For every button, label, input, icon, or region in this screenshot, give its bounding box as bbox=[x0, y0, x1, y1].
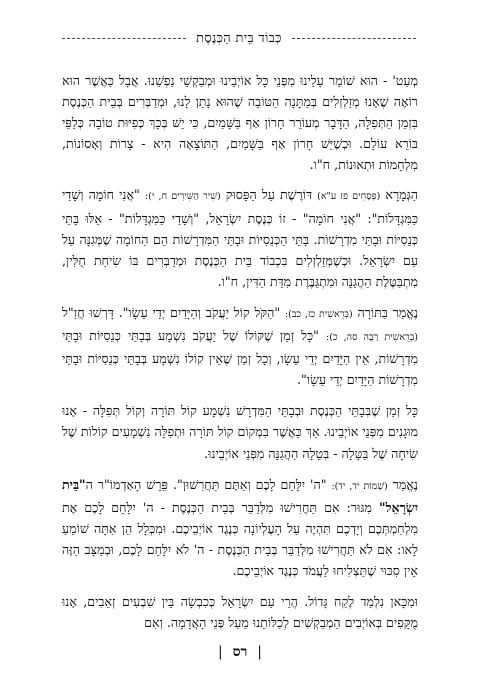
paragraph bbox=[62, 184, 418, 291]
paragraph-text: מְעַט' - הוּא שׁוֹמֵר עָלֵינוּ מִפְּנֵי כָּל אוֹיְבֵינוּ וּמְבַקְשֵׁי נַפְשֵׁנוּ. אֲבָל כַּאֲשֶׁר הוּא רוֹאֶה שֶׁאָנוּ מְזַלְזְלִים בְּמַתָּנָה הַטּוֹבָה שֶׁהוּא נָתַן לָנוּ, וּמְדַבְּרִים בְּבֵית הַכְּנֶסֶת בִּזְמַן הַתְּפִלָּה, הַדָּבָר מְעוֹרֵר חָרוֹן אַף בַּשָּׁמַיִם, כִּי יֵשׁ בְּכָךְ כְּפִיּוּת טוֹבָה כְּלַפֵּי בּוֹרֵא עוֹלָם. וּכְשֶׁיֵּשׁ חָרוֹן אַף בַּשָּׁמַיִם, הַתּוֹצָאָה הִיא - צָרוֹת וְאָסוֹנוֹת, מִלְחָמוֹת וּתְאוּנוֹת, ח"ו. bbox=[62, 73, 418, 173]
paragraph-text: מִגּוּר: אִם תַּחֲרִישׁוּ מִלְּדַבֵּר בְּבֵית הַכְּנֶסֶת - ה' יִלָּחֵם לָכֶם אֶת מִלְחַמְתְּכֶם וְיָדְכֶם תִּהְיֶה עַל הָעֶלְיוֹנָה כְּנֶגֶד אוֹיְבֵיכֶם. וּמִכְּלָל הֵן אַתָּה שׁוֹמֵעַ לָאו: אִם לֹא תַּחֲרִישׁוּ מִלְּדַבֵּר בְּבֵית הַכְּנֶסֶת - ה' לֹא יִלָּחֵם לָכֶם, וּבְמַצָּב הַזֶּה אֵין סִכּוּי שֶׁתַּצְלִיחוּ לַעֲמֹד כְּנֶגֶד אוֹיְבֵיכֶם. bbox=[62, 499, 418, 578]
header-rule-left bbox=[62, 38, 186, 39]
source-citation: (שִׁיר הַשִּׁירִים ח, י): bbox=[144, 191, 221, 203]
footer-bar-right: | bbox=[257, 644, 263, 660]
source-citation: (בְּרֵאשִׁית כז, כב): bbox=[284, 308, 353, 320]
paragraph-text: דּוֹרֶשֶׁת עַל הַפָּסוּק bbox=[220, 187, 318, 203]
paragraph bbox=[62, 474, 418, 581]
paragraph bbox=[62, 400, 418, 463]
paragraph-text: "הַקֹּל קוֹל יַעֲקֹב וְהַיָּדַיִם יְדֵי עֵשָׂו". דָּרְשׁוּ חֲזַ"ל bbox=[62, 304, 285, 320]
paragraph bbox=[62, 591, 418, 633]
source-citation: (בְּרֵאשִׁית רַבָּה סה, כ): bbox=[326, 332, 418, 344]
running-header bbox=[62, 30, 416, 46]
paragraph-text: כָּל זְמַן שֶׁבְּבָתֵּי הַכְּנֶסֶת וּבְבָתֵּי הַמִּדְרָשׁ נִשְׁמָע קוֹל תּוֹרָה וְקוֹל תְּפִלָּה - אָנוּ מוּגָנִים מִפְּנֵי אוֹיְבֵינוּ. אַךְ כַּאֲשֶׁר בִּמְקוֹם קוֹל תּוֹרָה וּתְפִלָּה נִשְׁמָעִים קוֹלוֹת שֶׁל שִׂיחָה שֶׁל בַּטָּלָה - בְּטֵלָה הַהֲגַנָּה מִפְּנֵי אוֹיְבֵינוּ. bbox=[62, 403, 418, 461]
emphasized-name: "בֵּית יִשְׂרָאֵל" bbox=[62, 476, 418, 515]
body-text bbox=[62, 70, 418, 643]
footer-bar-left: | bbox=[217, 644, 223, 660]
paragraph-text: נֶאֱמַר bbox=[387, 476, 419, 492]
paragraph-text: הַגְּמָרָא bbox=[380, 187, 418, 203]
paragraph-text: "ה' יִלָּחֵם לָכֶם וְאַתֶּם תַּחֲרִשׁוּן". פֵּרֵשׁ הָאַדְמוֹ"ר ה bbox=[85, 476, 332, 492]
paragraph bbox=[62, 70, 418, 175]
paragraph-text: וּמִכָּאן נִלְמַד לֶקַח גָּדוֹל. הֲרֵי עַם יִשְׂרָאֵל כְּכִבְשָׂה בֵּין שִׁבְעִים זְאֵבִים, אָנוּ מֻקָּפִים בְּאוֹיְבִים הַמְבַקְשִׁים לְכַלּוֹתֵנוּ מֵעַל פְּנֵי הָאֲדָמָה. וְאִם bbox=[62, 594, 418, 631]
paragraph-text: "כָּל זְמַן שֶׁקּוֹלוֹ שֶׁל יַעֲקֹב נִשְׁמָע בְּבָתֵּי כְּנֵסִיּוֹת וּבָתֵּי מִדְרָשׁוֹת, אֵין הַיָּדַיִם יְדֵי עֵשָׂו, וְכָל זְמַן שֶׁאֵין קוֹלוֹ נִשְׁמָע בְּבָתֵּי כְּנֵסִיּוֹת וּבָתֵּי מִדְרָשׁוֹת הַיָּדַיִם יְדֵי עֵשָׂו". bbox=[62, 328, 418, 388]
header-title: כְּבוֹד בֵּית הַכְּנֶסֶת bbox=[196, 31, 282, 46]
paragraph-text: "אֲנִי חוֹמָה וְשָׁדַי כַּמִּגְדָּלוֹת": "אֲנִי חוֹמָה" - זוֹ כְּנֶסֶת יִשְׂרָאֵל, "וְשָׁדַי כַּמִּגְדָּלוֹת" - אֵלּוּ בָּתֵּי כְּנֵסִיּוֹת וּבָתֵּי מִדְרָשׁוֹת. בָּתֵּי הַכְּנֵסִיּוֹת וּבָתֵּי הַמִּדְרָשׁוֹת הֵם הַחוֹמָה שֶׁמְּגִנָּה עַל עַם יִשְׂרָאֵל. וּכְשֶׁמְּזַלְזְלִים בִּכְבוֹד בֵּית הַכְּנֶסֶת וּמְדַבְּרִים בּוֹ שִׂיחַת חֻלִּין, מִתְבַּטֶּלֶת הַהֲגַנָּה וּמִתְגַּבֶּרֶת מִדַּת הַדִּין, ח"ו. bbox=[62, 187, 418, 289]
page-number: רס bbox=[232, 644, 248, 660]
paragraph bbox=[62, 302, 418, 390]
source-citation: (שְׁמוֹת יד, יד): bbox=[331, 480, 388, 492]
page-footer bbox=[0, 644, 480, 661]
source-citation: (פְּסָחִים פז ע"א) bbox=[317, 191, 381, 203]
header-rule-right bbox=[292, 38, 416, 39]
paragraph-text: נֶאֱמַר בַּתּוֹרָה bbox=[352, 304, 418, 320]
